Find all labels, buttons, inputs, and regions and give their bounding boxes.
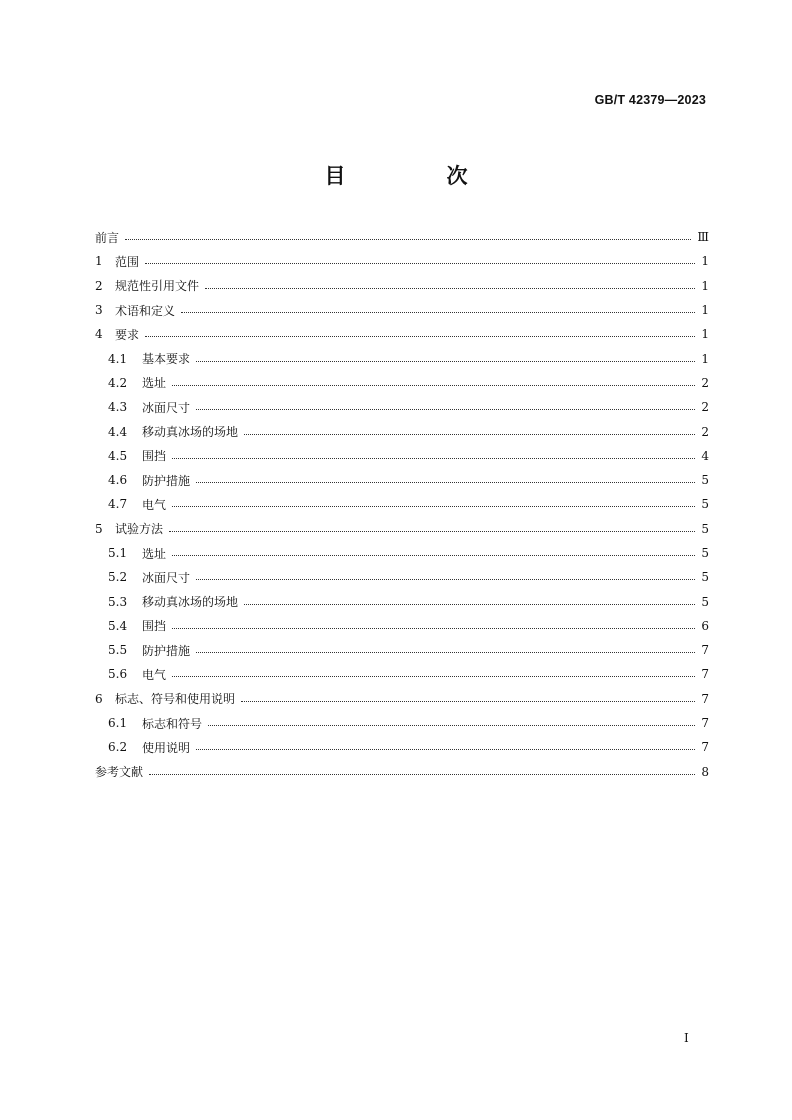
toc-entry[interactable] (95, 735, 709, 759)
toc-entry-page: 7 (701, 740, 709, 755)
toc-entry-page: 1 (701, 303, 709, 318)
toc-entry-page: Ⅲ (697, 230, 709, 245)
dot-leader (169, 530, 695, 532)
dot-leader (125, 238, 691, 240)
toc-entry-label: 移动真冰场的场地 (142, 595, 239, 610)
toc-entry-label: 术语和定义 (115, 303, 176, 318)
dot-leader (244, 603, 695, 605)
toc-entry-label: 围挡 (142, 619, 167, 634)
table-of-contents (95, 225, 709, 784)
toc-entry-page: 2 (701, 424, 709, 439)
toc-entry[interactable] (95, 322, 709, 346)
toc-entry-page: 1 (701, 278, 709, 293)
dot-leader (196, 578, 695, 580)
toc-entry-page: 4 (701, 448, 709, 463)
toc-entry[interactable] (95, 274, 709, 298)
toc-entry-label: 标志、符号和使用说明 (115, 692, 236, 707)
toc-entry-number: 5.1 (108, 546, 128, 560)
toc-entry-page: 2 (701, 400, 709, 415)
toc-entry-page: 5 (701, 546, 709, 560)
toc-entry-page: 6 (701, 618, 709, 633)
toc-entry-page: 7 (701, 667, 709, 682)
toc-entry[interactable] (95, 225, 709, 249)
dot-leader (172, 457, 695, 459)
toc-entry-page: 5 (701, 594, 709, 609)
toc-entry-number: 6 (95, 691, 103, 706)
dot-leader (196, 408, 695, 410)
page-title: 目 次 (324, 164, 508, 188)
toc-entry-page: 1 (701, 351, 709, 366)
toc-entry[interactable] (95, 614, 709, 638)
toc-entry-page: 7 (701, 691, 709, 706)
page-number: I (684, 1031, 689, 1045)
toc-entry[interactable] (95, 492, 709, 516)
toc-entry-label: 移动真冰场的场地 (142, 425, 239, 440)
toc-entry-label: 标志和符号 (142, 716, 203, 731)
toc-entry[interactable] (95, 395, 709, 419)
toc-entry-number: 4.2 (108, 375, 128, 390)
toc-entry-page: 8 (701, 764, 709, 779)
toc-entry-label: 要求 (115, 327, 140, 342)
toc-entry-label: 冰面尺寸 (142, 570, 191, 585)
dot-leader (181, 311, 695, 313)
toc-entry-label: 基本要求 (142, 352, 191, 367)
toc-entry-page: 1 (701, 327, 709, 342)
toc-entry-number: 5 (95, 521, 103, 536)
dot-leader (241, 700, 695, 702)
toc-entry-label: 使用说明 (142, 740, 191, 755)
toc-entry-label: 防护措施 (142, 473, 191, 488)
toc-entry-number: 5.3 (108, 594, 128, 609)
toc-entry[interactable] (95, 419, 709, 443)
dot-leader (196, 651, 695, 653)
toc-entry-number: 2 (95, 278, 103, 293)
dot-leader (172, 675, 695, 677)
toc-entry-number: 6.2 (108, 740, 128, 755)
toc-entry-number: 4.6 (108, 473, 128, 488)
toc-entry[interactable] (95, 541, 709, 565)
toc-entry[interactable] (95, 711, 709, 735)
dot-leader (172, 384, 695, 386)
dot-leader (145, 335, 695, 337)
toc-entry-label: 电气 (142, 497, 167, 512)
toc-entry[interactable] (95, 249, 709, 273)
toc-entry-label: 范围 (115, 254, 140, 269)
toc-entry-page: 1 (701, 254, 709, 269)
dot-leader (145, 262, 695, 264)
toc-entry-label: 参考文献 (95, 765, 144, 780)
toc-entry-page: 5 (701, 497, 709, 512)
toc-entry-number: 4.3 (108, 400, 128, 415)
dot-leader (205, 287, 695, 289)
toc-entry-page: 7 (701, 643, 709, 658)
standard-code: GB/T 42379—2023 (594, 93, 706, 107)
dot-leader (196, 748, 695, 750)
toc-entry-number: 5.4 (108, 618, 128, 633)
toc-entry-label: 电气 (142, 667, 167, 682)
toc-entry[interactable] (95, 371, 709, 395)
toc-entry-number: 4 (95, 327, 103, 342)
toc-entry[interactable] (95, 662, 709, 686)
toc-entry[interactable] (95, 298, 709, 322)
toc-entry-page: 7 (701, 716, 709, 731)
dot-leader (172, 505, 695, 507)
toc-entry-label: 防护措施 (142, 643, 191, 658)
toc-entry[interactable] (95, 687, 709, 711)
toc-entry-label: 规范性引用文件 (115, 279, 200, 294)
dot-leader (196, 481, 695, 483)
toc-entry-number: 6.1 (108, 716, 128, 731)
dot-leader (172, 627, 695, 629)
dot-leader (208, 724, 695, 726)
toc-entry-label: 前言 (95, 230, 120, 245)
dot-leader (244, 433, 695, 435)
toc-entry[interactable] (95, 346, 709, 370)
toc-entry-number: 4.4 (108, 424, 128, 439)
toc-entry-label: 冰面尺寸 (142, 400, 191, 415)
toc-entry-number: 5.2 (108, 570, 128, 585)
toc-entry-label: 围挡 (142, 449, 167, 464)
toc-entry-number: 1 (95, 254, 103, 269)
toc-entry[interactable] (95, 638, 709, 662)
toc-entry-number: 3 (95, 303, 103, 318)
toc-entry-number: 4.1 (108, 351, 128, 366)
toc-entry[interactable] (95, 468, 709, 492)
dot-leader (172, 554, 695, 556)
toc-entry[interactable] (95, 517, 709, 541)
toc-entry[interactable] (95, 760, 709, 784)
toc-entry-page: 2 (701, 375, 709, 390)
toc-entry-number: 4.5 (108, 448, 128, 463)
toc-entry-number: 5.6 (108, 667, 128, 682)
toc-entry-label: 试验方法 (115, 522, 164, 537)
toc-entry-number: 4.7 (108, 497, 128, 512)
toc-entry[interactable] (95, 565, 709, 589)
dot-leader (196, 360, 695, 362)
toc-entry-number: 5.5 (108, 643, 128, 658)
toc-entry[interactable] (95, 444, 709, 468)
toc-entry[interactable] (95, 589, 709, 613)
toc-entry-page: 5 (701, 473, 709, 488)
dot-leader (149, 773, 695, 775)
toc-entry-label: 选址 (142, 376, 167, 391)
toc-entry-page: 5 (701, 570, 709, 585)
toc-entry-label: 选址 (142, 546, 167, 561)
toc-entry-page: 5 (701, 521, 709, 536)
